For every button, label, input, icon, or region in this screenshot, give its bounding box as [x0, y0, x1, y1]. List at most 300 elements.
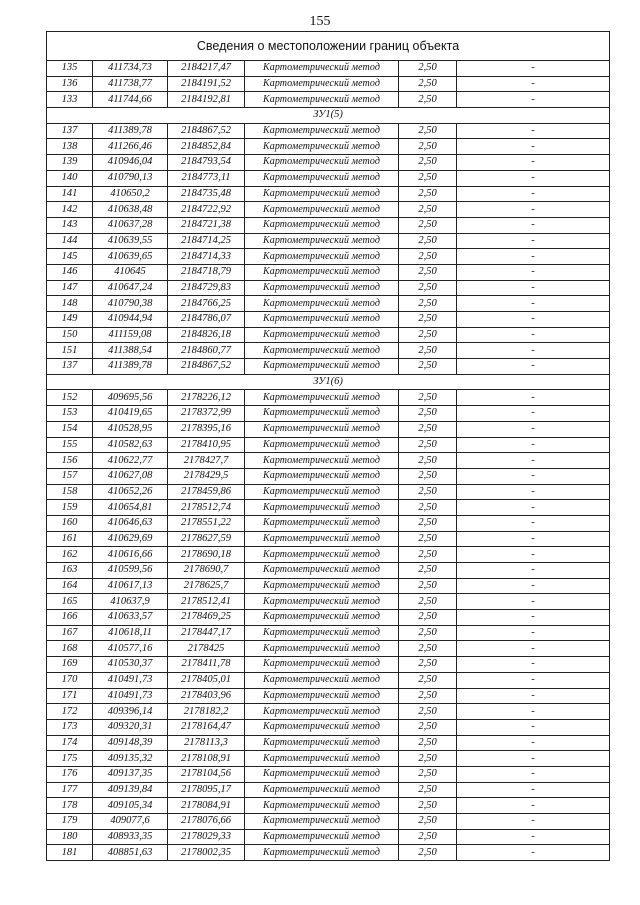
method-cell: Картометрический метод [245, 563, 399, 579]
accuracy-cell: 2,50 [399, 845, 457, 861]
note-cell: - [457, 249, 610, 265]
method-cell: Картометрический метод [245, 280, 399, 296]
x-coordinate-cell: 410638,48 [93, 202, 168, 218]
y-coordinate-cell: 2178372,99 [168, 406, 245, 422]
note-cell: - [457, 845, 610, 861]
method-cell: Картометрический метод [245, 123, 399, 139]
accuracy-cell: 2,50 [399, 343, 457, 359]
table-row [47, 406, 610, 422]
method-cell: Картометрический метод [245, 296, 399, 312]
accuracy-cell: 2,50 [399, 657, 457, 673]
table-row [47, 390, 610, 406]
y-coordinate-cell: 2178625,7 [168, 578, 245, 594]
point-number-cell: 174 [47, 735, 93, 751]
table-row [47, 625, 610, 641]
table-row [47, 610, 610, 626]
x-coordinate-cell: 408851,63 [93, 845, 168, 861]
point-number-cell: 141 [47, 186, 93, 202]
point-number-cell: 140 [47, 170, 93, 186]
table-row [47, 704, 610, 720]
x-coordinate-cell: 409135,32 [93, 751, 168, 767]
x-coordinate-cell: 411744,66 [93, 92, 168, 108]
x-coordinate-cell: 410654,81 [93, 500, 168, 516]
point-number-cell: 172 [47, 704, 93, 720]
y-coordinate-cell: 2184718,79 [168, 264, 245, 280]
table-row [47, 139, 610, 155]
accuracy-cell: 2,50 [399, 453, 457, 469]
page-number: 155 [309, 14, 331, 29]
point-number-cell: 179 [47, 814, 93, 830]
accuracy-cell: 2,50 [399, 719, 457, 735]
method-cell: Картометрический метод [245, 264, 399, 280]
point-number-cell: 164 [47, 578, 93, 594]
method-cell: Картометрический метод [245, 92, 399, 108]
accuracy-cell: 2,50 [399, 139, 457, 155]
x-coordinate-cell: 410599,56 [93, 563, 168, 579]
y-coordinate-cell: 2178551,22 [168, 515, 245, 531]
method-cell: Картометрический метод [245, 359, 399, 375]
accuracy-cell: 2,50 [399, 359, 457, 375]
accuracy-cell: 2,50 [399, 186, 457, 202]
point-number-cell: 167 [47, 625, 93, 641]
accuracy-cell: 2,50 [399, 766, 457, 782]
accuracy-cell: 2,50 [399, 312, 457, 328]
section-label: ЗУ1(6) [47, 374, 610, 390]
point-number-cell: 145 [47, 249, 93, 265]
x-coordinate-cell: 410944,94 [93, 312, 168, 328]
y-coordinate-cell: 2184721,38 [168, 217, 245, 233]
note-cell: - [457, 500, 610, 516]
table-row [47, 453, 610, 469]
x-coordinate-cell: 410946,04 [93, 155, 168, 171]
table-row [47, 343, 610, 359]
point-number-cell: 144 [47, 233, 93, 249]
x-coordinate-cell: 410582,63 [93, 437, 168, 453]
accuracy-cell: 2,50 [399, 688, 457, 704]
accuracy-cell: 2,50 [399, 610, 457, 626]
table-row [47, 594, 610, 610]
note-cell: - [457, 766, 610, 782]
table-row [47, 719, 610, 735]
x-coordinate-cell: 410622,77 [93, 453, 168, 469]
note-cell: - [457, 155, 610, 171]
y-coordinate-cell: 2184191,52 [168, 76, 245, 92]
method-cell: Картометрический метод [245, 484, 399, 500]
x-coordinate-cell: 409137,35 [93, 766, 168, 782]
table-row [47, 312, 610, 328]
note-cell: - [457, 563, 610, 579]
point-number-cell: 139 [47, 155, 93, 171]
method-cell: Картометрический метод [245, 327, 399, 343]
note-cell: - [457, 672, 610, 688]
note-cell: - [457, 625, 610, 641]
y-coordinate-cell: 2178405,01 [168, 672, 245, 688]
boundary-coordinates-table [46, 31, 610, 861]
table-row [47, 814, 610, 830]
method-cell: Картометрический метод [245, 421, 399, 437]
point-number-cell: 151 [47, 343, 93, 359]
table-row [47, 296, 610, 312]
table-row [47, 735, 610, 751]
accuracy-cell: 2,50 [399, 170, 457, 186]
y-coordinate-cell: 2178108,91 [168, 751, 245, 767]
y-coordinate-cell: 2178029,33 [168, 829, 245, 845]
point-number-cell: 163 [47, 563, 93, 579]
table-row [47, 688, 610, 704]
point-number-cell: 153 [47, 406, 93, 422]
x-coordinate-cell: 410639,55 [93, 233, 168, 249]
y-coordinate-cell: 2178411,78 [168, 657, 245, 673]
accuracy-cell: 2,50 [399, 202, 457, 218]
note-cell: - [457, 343, 610, 359]
y-coordinate-cell: 2184735,48 [168, 186, 245, 202]
x-coordinate-cell: 410637,28 [93, 217, 168, 233]
method-cell: Картометрический метод [245, 155, 399, 171]
y-coordinate-cell: 2184766,25 [168, 296, 245, 312]
point-number-cell: 166 [47, 610, 93, 626]
note-cell: - [457, 92, 610, 108]
method-cell: Картометрический метод [245, 312, 399, 328]
y-coordinate-cell: 2178084,91 [168, 798, 245, 814]
note-cell: - [457, 704, 610, 720]
table-row [47, 782, 610, 798]
section-header-row [47, 108, 610, 124]
note-cell: - [457, 123, 610, 139]
section-header-row [47, 374, 610, 390]
accuracy-cell: 2,50 [399, 484, 457, 500]
method-cell: Картометрический метод [245, 61, 399, 77]
note-cell: - [457, 610, 610, 626]
x-coordinate-cell: 409695,56 [93, 390, 168, 406]
accuracy-cell: 2,50 [399, 531, 457, 547]
x-coordinate-cell: 409148,39 [93, 735, 168, 751]
y-coordinate-cell: 2184793,54 [168, 155, 245, 171]
method-cell: Картометрический метод [245, 139, 399, 155]
x-coordinate-cell: 410530,37 [93, 657, 168, 673]
x-coordinate-cell: 408933,35 [93, 829, 168, 845]
y-coordinate-cell: 2184714,33 [168, 249, 245, 265]
note-cell: - [457, 453, 610, 469]
method-cell: Картометрический метод [245, 343, 399, 359]
method-cell: Картометрический метод [245, 202, 399, 218]
table-row [47, 76, 610, 92]
note-cell: - [457, 406, 610, 422]
accuracy-cell: 2,50 [399, 233, 457, 249]
method-cell: Картометрический метод [245, 406, 399, 422]
accuracy-cell: 2,50 [399, 327, 457, 343]
accuracy-cell: 2,50 [399, 296, 457, 312]
accuracy-cell: 2,50 [399, 437, 457, 453]
method-cell: Картометрический метод [245, 672, 399, 688]
y-coordinate-cell: 2178469,25 [168, 610, 245, 626]
accuracy-cell: 2,50 [399, 704, 457, 720]
point-number-cell: 161 [47, 531, 93, 547]
accuracy-cell: 2,50 [399, 563, 457, 579]
method-cell: Картометрический метод [245, 186, 399, 202]
table-row [47, 657, 610, 673]
method-cell: Картометрический метод [245, 766, 399, 782]
y-coordinate-cell: 2178627,59 [168, 531, 245, 547]
y-coordinate-cell: 2178113,3 [168, 735, 245, 751]
table-row [47, 751, 610, 767]
note-cell: - [457, 547, 610, 563]
note-cell: - [457, 829, 610, 845]
x-coordinate-cell: 411159,08 [93, 327, 168, 343]
method-cell: Картометрический метод [245, 578, 399, 594]
y-coordinate-cell: 2178403,96 [168, 688, 245, 704]
y-coordinate-cell: 2178182,2 [168, 704, 245, 720]
x-coordinate-cell: 411738,77 [93, 76, 168, 92]
method-cell: Картометрический метод [245, 390, 399, 406]
note-cell: - [457, 515, 610, 531]
table-row [47, 217, 610, 233]
table-title: Сведения о местоположении границ объекта [47, 32, 610, 61]
method-cell: Картометрический метод [245, 453, 399, 469]
accuracy-cell: 2,50 [399, 641, 457, 657]
note-cell: - [457, 264, 610, 280]
y-coordinate-cell: 2178459,86 [168, 484, 245, 500]
accuracy-cell: 2,50 [399, 829, 457, 845]
accuracy-cell: 2,50 [399, 217, 457, 233]
x-coordinate-cell: 411734,73 [93, 61, 168, 77]
y-coordinate-cell: 2184714,25 [168, 233, 245, 249]
point-number-cell: 181 [47, 845, 93, 861]
point-number-cell: 173 [47, 719, 93, 735]
table-row [47, 531, 610, 547]
y-coordinate-cell: 2178427,7 [168, 453, 245, 469]
accuracy-cell: 2,50 [399, 547, 457, 563]
point-number-cell: 158 [47, 484, 93, 500]
method-cell: Картометрический метод [245, 829, 399, 845]
accuracy-cell: 2,50 [399, 500, 457, 516]
note-cell: - [457, 61, 610, 77]
note-cell: - [457, 296, 610, 312]
y-coordinate-cell: 2184192,81 [168, 92, 245, 108]
table-row [47, 468, 610, 484]
accuracy-cell: 2,50 [399, 515, 457, 531]
accuracy-cell: 2,50 [399, 421, 457, 437]
method-cell: Картометрический метод [245, 704, 399, 720]
y-coordinate-cell: 2184867,52 [168, 359, 245, 375]
table-row [47, 170, 610, 186]
accuracy-cell: 2,50 [399, 798, 457, 814]
method-cell: Картометрический метод [245, 782, 399, 798]
x-coordinate-cell: 409077,6 [93, 814, 168, 830]
y-coordinate-cell: 2178690,18 [168, 547, 245, 563]
x-coordinate-cell: 410790,38 [93, 296, 168, 312]
y-coordinate-cell: 2178447,17 [168, 625, 245, 641]
table-row [47, 563, 610, 579]
point-number-cell: 143 [47, 217, 93, 233]
accuracy-cell: 2,50 [399, 264, 457, 280]
x-coordinate-cell: 410629,69 [93, 531, 168, 547]
note-cell: - [457, 359, 610, 375]
point-number-cell: 152 [47, 390, 93, 406]
y-coordinate-cell: 2184773,11 [168, 170, 245, 186]
x-coordinate-cell: 410617,13 [93, 578, 168, 594]
point-number-cell: 159 [47, 500, 93, 516]
x-coordinate-cell: 410577,16 [93, 641, 168, 657]
x-coordinate-cell: 410646,63 [93, 515, 168, 531]
accuracy-cell: 2,50 [399, 155, 457, 171]
y-coordinate-cell: 2184217,47 [168, 61, 245, 77]
table-row [47, 123, 610, 139]
point-number-cell: 170 [47, 672, 93, 688]
accuracy-cell: 2,50 [399, 814, 457, 830]
point-number-cell: 162 [47, 547, 93, 563]
y-coordinate-cell: 2178002,35 [168, 845, 245, 861]
accuracy-cell: 2,50 [399, 76, 457, 92]
point-number-cell: 160 [47, 515, 93, 531]
note-cell: - [457, 594, 610, 610]
x-coordinate-cell: 410645 [93, 264, 168, 280]
method-cell: Картометрический метод [245, 233, 399, 249]
note-cell: - [457, 312, 610, 328]
table-row [47, 280, 610, 296]
y-coordinate-cell: 2178104,56 [168, 766, 245, 782]
method-cell: Картометрический метод [245, 657, 399, 673]
accuracy-cell: 2,50 [399, 61, 457, 77]
table-row [47, 202, 610, 218]
x-coordinate-cell: 409320,31 [93, 719, 168, 735]
accuracy-cell: 2,50 [399, 249, 457, 265]
note-cell: - [457, 782, 610, 798]
method-cell: Картометрический метод [245, 814, 399, 830]
table-row [47, 421, 610, 437]
table-row [47, 500, 610, 516]
y-coordinate-cell: 2184860,77 [168, 343, 245, 359]
x-coordinate-cell: 411389,78 [93, 123, 168, 139]
table-row [47, 484, 610, 500]
point-number-cell: 177 [47, 782, 93, 798]
y-coordinate-cell: 2184786,07 [168, 312, 245, 328]
accuracy-cell: 2,50 [399, 578, 457, 594]
point-number-cell: 171 [47, 688, 93, 704]
point-number-cell: 133 [47, 92, 93, 108]
section-label: ЗУ1(5) [47, 108, 610, 124]
note-cell: - [457, 531, 610, 547]
point-number-cell: 154 [47, 421, 93, 437]
table-row [47, 186, 610, 202]
accuracy-cell: 2,50 [399, 735, 457, 751]
point-number-cell: 150 [47, 327, 93, 343]
point-number-cell: 155 [47, 437, 93, 453]
table-row [47, 798, 610, 814]
x-coordinate-cell: 410647,24 [93, 280, 168, 296]
accuracy-cell: 2,50 [399, 782, 457, 798]
point-number-cell: 149 [47, 312, 93, 328]
method-cell: Картометрический метод [245, 437, 399, 453]
method-cell: Картометрический метод [245, 500, 399, 516]
y-coordinate-cell: 2184852,84 [168, 139, 245, 155]
x-coordinate-cell: 410650,2 [93, 186, 168, 202]
method-cell: Картометрический метод [245, 531, 399, 547]
method-cell: Картометрический метод [245, 249, 399, 265]
note-cell: - [457, 657, 610, 673]
point-number-cell: 146 [47, 264, 93, 280]
table-row [47, 845, 610, 861]
method-cell: Картометрический метод [245, 641, 399, 657]
note-cell: - [457, 233, 610, 249]
accuracy-cell: 2,50 [399, 390, 457, 406]
x-coordinate-cell: 410528,95 [93, 421, 168, 437]
table-row [47, 766, 610, 782]
x-coordinate-cell: 409139,84 [93, 782, 168, 798]
table-row [47, 437, 610, 453]
y-coordinate-cell: 2184722,92 [168, 202, 245, 218]
note-cell: - [457, 202, 610, 218]
x-coordinate-cell: 410633,57 [93, 610, 168, 626]
method-cell: Картометрический метод [245, 751, 399, 767]
x-coordinate-cell: 410618,11 [93, 625, 168, 641]
method-cell: Картометрический метод [245, 735, 399, 751]
note-cell: - [457, 421, 610, 437]
table-row [47, 547, 610, 563]
method-cell: Картометрический метод [245, 76, 399, 92]
method-cell: Картометрический метод [245, 688, 399, 704]
note-cell: - [457, 76, 610, 92]
note-cell: - [457, 798, 610, 814]
x-coordinate-cell: 411389,78 [93, 359, 168, 375]
y-coordinate-cell: 2184867,52 [168, 123, 245, 139]
point-number-cell: 138 [47, 139, 93, 155]
point-number-cell: 176 [47, 766, 93, 782]
y-coordinate-cell: 2178076,66 [168, 814, 245, 830]
accuracy-cell: 2,50 [399, 751, 457, 767]
point-number-cell: 147 [47, 280, 93, 296]
x-coordinate-cell: 410491,73 [93, 672, 168, 688]
note-cell: - [457, 139, 610, 155]
method-cell: Картометрический метод [245, 468, 399, 484]
point-number-cell: 178 [47, 798, 93, 814]
method-cell: Картометрический метод [245, 515, 399, 531]
accuracy-cell: 2,50 [399, 468, 457, 484]
note-cell: - [457, 735, 610, 751]
note-cell: - [457, 578, 610, 594]
y-coordinate-cell: 2184826,18 [168, 327, 245, 343]
x-coordinate-cell: 411266,46 [93, 139, 168, 155]
y-coordinate-cell: 2178226,12 [168, 390, 245, 406]
method-cell: Картометрический метод [245, 547, 399, 563]
y-coordinate-cell: 2178095,17 [168, 782, 245, 798]
point-number-cell: 137 [47, 123, 93, 139]
y-coordinate-cell: 2178429,5 [168, 468, 245, 484]
x-coordinate-cell: 409105,34 [93, 798, 168, 814]
note-cell: - [457, 688, 610, 704]
table-title-row [47, 32, 610, 61]
note-cell: - [457, 170, 610, 186]
note-cell: - [457, 814, 610, 830]
accuracy-cell: 2,50 [399, 123, 457, 139]
table-row [47, 92, 610, 108]
note-cell: - [457, 484, 610, 500]
table-row [47, 155, 610, 171]
method-cell: Картометрический метод [245, 170, 399, 186]
note-cell: - [457, 280, 610, 296]
y-coordinate-cell: 2178425 [168, 641, 245, 657]
accuracy-cell: 2,50 [399, 625, 457, 641]
note-cell: - [457, 468, 610, 484]
y-coordinate-cell: 2178512,41 [168, 594, 245, 610]
table-row [47, 578, 610, 594]
method-cell: Картометрический метод [245, 610, 399, 626]
point-number-cell: 148 [47, 296, 93, 312]
accuracy-cell: 2,50 [399, 672, 457, 688]
y-coordinate-cell: 2184729,83 [168, 280, 245, 296]
note-cell: - [457, 641, 610, 657]
y-coordinate-cell: 2178690,7 [168, 563, 245, 579]
x-coordinate-cell: 410637,9 [93, 594, 168, 610]
